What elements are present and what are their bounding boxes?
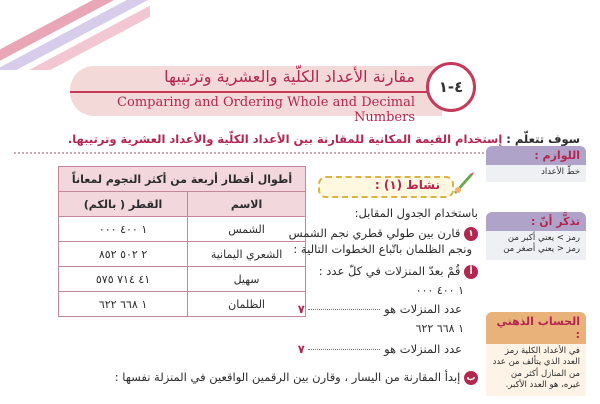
count-line-1 <box>282 302 462 316</box>
rocket-icon <box>450 168 478 196</box>
step-1 <box>282 226 478 241</box>
materials-box <box>486 146 586 182</box>
mental-math-box <box>486 312 586 396</box>
value-2: ١ ٦٦٨ ٦٢٢ <box>415 322 464 335</box>
learning-objective <box>14 132 580 146</box>
remember-line-2: رمز < يعني أصغر من <box>503 244 580 255</box>
cell-diameter: ٤١ ٧١٤ ٥٧٥ <box>59 267 188 292</box>
mental-math-body: في الأعداد الكلية رمز العدد الذي يتألف من عدد من المنازل أكثر من غيره، هو العدد الأكبر. <box>486 344 586 396</box>
step-a-text: قُمْ بعدّ المنزلات في كلّ عدد : <box>318 264 461 278</box>
value-1: ١ ٤٠٠ ٠٠٠ <box>415 284 464 297</box>
answer-blank-1 <box>308 309 380 310</box>
materials-body: خطّ الأعداد <box>486 165 586 182</box>
count-line-2 <box>282 342 462 356</box>
step-b-marker: ب <box>464 371 478 385</box>
mental-math-title: الحساب الذهني : <box>486 312 586 344</box>
column-header-name: الاسم <box>188 192 306 217</box>
step-a <box>282 264 478 279</box>
table-row <box>59 242 306 267</box>
materials-title: اللوازم : <box>486 146 586 165</box>
step-1-line-1: قارن بين طولي قطري نجم الشمس <box>288 226 461 240</box>
star-diameters-table <box>58 166 306 317</box>
remember-line-1: رمز > يعني أكبر من <box>507 233 580 243</box>
count-label-2: عدد المنزلات هو <box>384 342 462 356</box>
remember-title: تذكَّر أنّ : <box>486 212 586 231</box>
activity-label: نشاط (١) : <box>374 178 440 192</box>
cell-name: الشعري اليمانية <box>188 242 306 267</box>
cell-name: الشمس <box>188 217 306 242</box>
count-answer-1: ٧ <box>297 302 305 316</box>
step-1-line-2: ونجم الظلمان باتّباع الخطوات التالية : <box>293 242 472 256</box>
step-1-number: ١ <box>464 227 478 241</box>
banner-divider <box>70 91 442 93</box>
answer-blank-2 <box>308 349 380 350</box>
cell-diameter: ١ ٦٦٨ ٦٢٢ <box>59 292 188 317</box>
cell-diameter: ١ ٤٠٠ ٠٠٠ <box>59 217 188 242</box>
cell-diameter: ٢ ٥٠٢ ٨٥٢ <box>59 242 188 267</box>
activity-intro: باستخدام الجدول المقابل: <box>354 206 478 220</box>
step-a-marker: أ <box>464 265 478 279</box>
count-label-1: عدد المنزلات هو <box>384 302 462 316</box>
objective-label: سوف تتعلّم : <box>506 132 580 146</box>
cell-name: الظلمان <box>188 292 306 317</box>
lesson-title-arabic: مقارنة الأعداد الكلّية والعشرية وترتيبها <box>164 67 415 86</box>
table-row <box>59 292 306 317</box>
column-header-diameter: القطر ( بالكم) <box>59 192 188 217</box>
decorative-stripes <box>0 0 150 70</box>
lesson-number-badge: ٤-١ <box>426 62 476 112</box>
lesson-title-english: Comparing and Ordering Whole and Decimal Numbers <box>117 95 415 125</box>
step-b-text: إبدأ المقارنة من اليسار ، وقارن بين الرقمين الواقعين في المنزلة نفسها : <box>114 370 461 384</box>
count-answer-2: ٧ <box>297 342 305 356</box>
objective-text: إستخدام القيمة المكانية للمقارنة بين الأعداد الكلّية والأعداد العشرية وترتيبها. <box>67 132 503 146</box>
step-b <box>100 370 478 385</box>
table-caption: أطوال أقطار أربعة من أكثر النجوم لمعاناً <box>59 167 306 192</box>
remember-box <box>486 212 586 260</box>
table-row <box>59 267 306 292</box>
cell-name: سهيل <box>188 267 306 292</box>
table-row <box>59 217 306 242</box>
